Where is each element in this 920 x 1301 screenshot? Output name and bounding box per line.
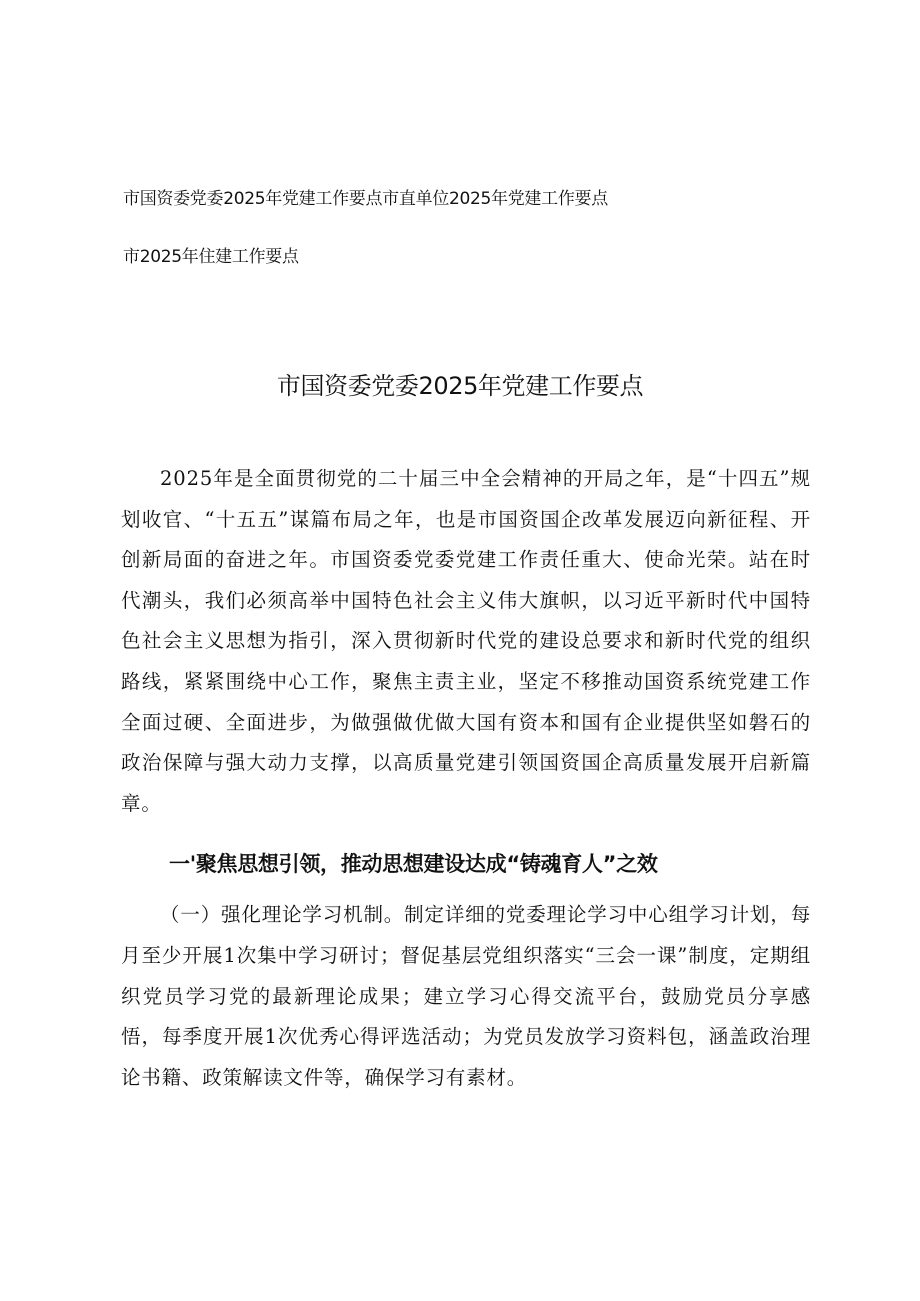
toc-line-2: 市2025年住建工作要点 <box>123 247 299 267</box>
section-1-item-1-paragraph: （一）强化理论学习机制。制定详细的党委理论学习中心组学习计划，每月至少开展1次集中学习研讨；督促基层党组织落实“三会一课”制度，定期组织党员学习党的最新理论成果；建立学习心得交流平台，鼓励党员分享感悟，每季度开展1次优秀心得评选活动；为党员发放学习资料包，涵盖政治理论书籍、政策解读文件等，确保学习有素材。 <box>121 903 811 1090</box>
section-1-heading: 一'聚焦思想引领，推动思想建设达成“铸魂育人”之效 <box>169 852 658 876</box>
intro-paragraph: 2025年是全面贯彻党的二十届三中全会精神的开局之年，是“十四五”规划收官、“十五五”谋篇布局之年，也是市国资国企改革发展迈向新征程、开创新局面的奋进之年。市国资委党委党建工作责任重大、使命光荣。站在时代潮头，我们必须高举中国特色社会主义伟大旗帜，以习近平新时代中国特色社会主义思想为指引，深入贯彻新时代党的建设总要求和新时代党的组织路线，紧紧围绕中心工作，聚焦主责主业，坚定不移推动国资系统党建工作全面过硬、全面进步，为做强做优做大国有资本和国有企业提供坚如磐石的政治保障与强大动力支撑，以高质量党建引领国资国企高质量发展开启新篇章。 <box>121 467 811 815</box>
document-title: 市国资委党委2025年党建工作要点 <box>276 372 644 400</box>
toc-line-1: 市国资委党委2025年党建工作要点市直单位2025年党建工作要点 <box>123 189 608 209</box>
